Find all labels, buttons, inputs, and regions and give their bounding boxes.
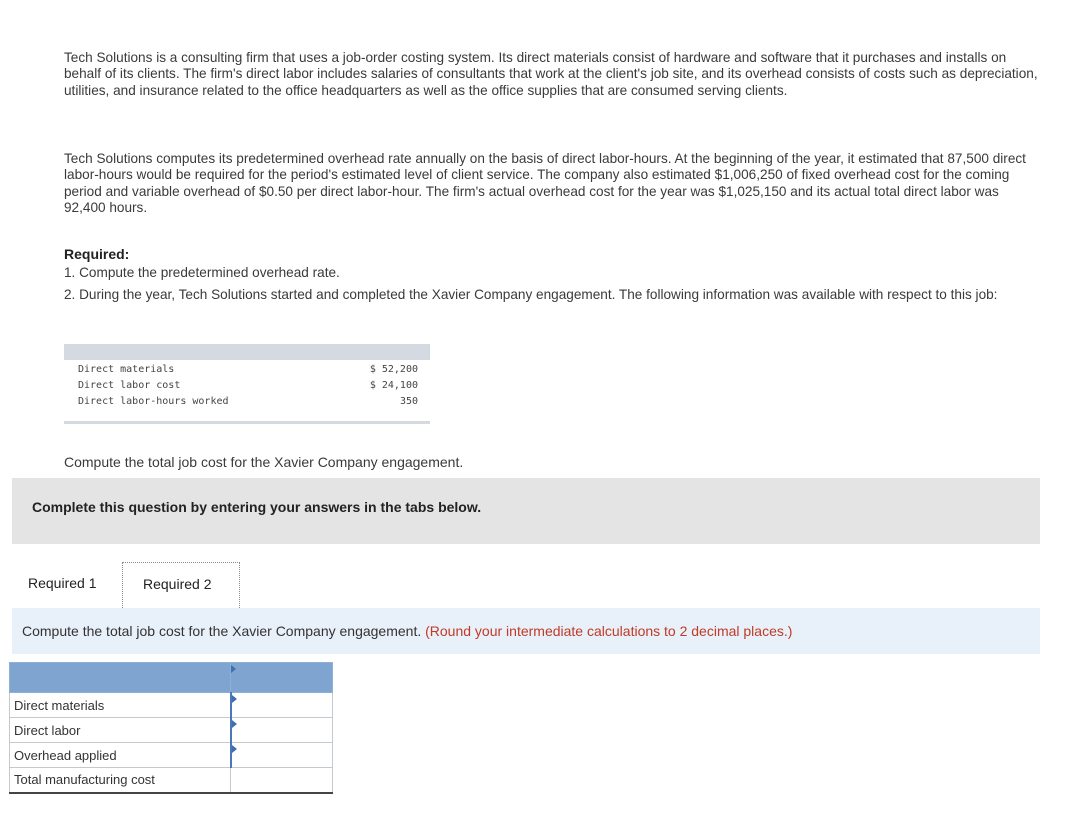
input-marker-icon [232,695,237,703]
row-label: Direct labor [10,718,231,743]
answer-row-overhead-applied [10,743,333,768]
problem-paragraph-1: Tech Solutions is a consulting firm that uses a job-order costing system. Its direct materials consist of hardware and software that it purchases and installs on behalf of its clients. The firm's direct labor includes salaries of consultants that work at the client's job site, and its overhead consists of costs such as depreciation, utilities, and insurance related to the office headquarters as well as the office supplies that are consumed serving clients. [64,50,1038,98]
instruction-text: Compute the total job cost for the Xavier Company engagement. [22,623,422,639]
given-row-direct-labor-cost [78,380,418,396]
given-label: Direct materials [78,364,175,375]
given-label: Direct labor cost [78,380,181,391]
required-heading: Required: [64,246,130,262]
answer-row-total [10,768,333,793]
given-value: $ 24,100 [369,380,418,391]
row-label: Total manufacturing cost [10,768,231,793]
rounding-note: (Round your intermediate calculations to 2 decimal places.) [425,623,793,639]
given-value: $ 52,200 [369,364,418,375]
answer-table-header [10,663,333,693]
tab-required-1[interactable]: Required 1 [28,575,97,591]
instruction-bar [12,608,1040,654]
row-label: Direct materials [10,693,231,718]
given-value: 350 [399,396,418,407]
given-row-direct-materials [78,364,418,380]
direct-materials-input[interactable] [231,693,333,718]
direct-labor-input[interactable] [231,718,333,743]
overhead-applied-input[interactable] [231,743,333,768]
input-marker-icon [232,745,237,753]
required-item-2: 2. During the year, Tech Solutions started and completed the Xavier Company engagement. The following information was available with respect to this job: [64,287,998,302]
given-data-table [64,344,430,424]
row-label: Overhead applied [10,743,231,768]
total-manufacturing-cost-input[interactable] [231,768,333,793]
header-label-cell [10,663,231,693]
input-marker-icon [231,665,236,673]
banner-text: Complete this question by entering your answers in the tabs below. [32,499,482,515]
given-label: Direct labor-hours worked [78,396,229,407]
header-value-cell [231,663,333,693]
required-item-1: 1. Compute the predetermined overhead rate. [64,265,340,280]
problem-paragraph-2: Tech Solutions computes its predetermined overhead rate annually on the basis of direct labor-hours. At the beginning of the year, it estimated that 87,500 direct labor-hours would be required for the period's estimated level of client service. The company also estimated $1,006,250 of fixed overhead cost for the coming period and variable overhead of $0.50 per direct labor-hour. The firm's actual overhead cost for the year was $1,025,150 and its actual total direct labor was 92,400 hours. [64,151,1026,216]
answer-row-direct-labor [10,718,333,743]
tab-required-2[interactable]: Required 2 [122,562,240,608]
answer-table [9,662,333,794]
given-row-direct-labor-hours [78,396,418,412]
instructions-banner [12,478,1040,544]
answer-row-direct-materials [10,693,333,718]
input-marker-icon [232,720,237,728]
compute-question: Compute the total job cost for the Xavier Company engagement. [64,454,464,470]
